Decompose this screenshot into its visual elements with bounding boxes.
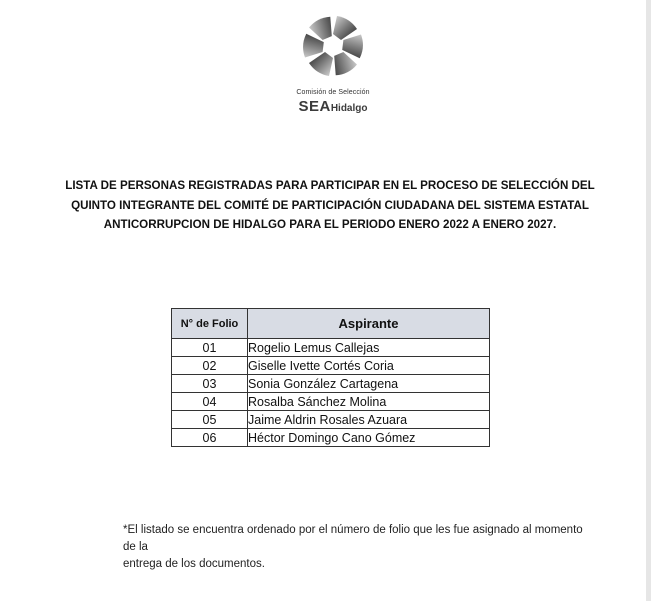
title-line-3: ANTICORRUPCION DE HIDALGO PARA EL PERIODO ENERO 2022 A ENERO 2027. — [103, 218, 557, 231]
registrants-table — [171, 308, 490, 447]
aspirante-cell: Sonia González Cartagena — [248, 375, 490, 393]
table-row — [172, 339, 490, 357]
table-row — [172, 411, 490, 429]
logo-subtitle: Comisión de Selección — [296, 89, 370, 96]
aspirante-cell: Rosalba Sánchez Molina — [248, 393, 490, 411]
table-row — [172, 393, 490, 411]
folio-cell: 04 — [172, 393, 248, 411]
table-row — [172, 375, 490, 393]
folio-cell: 02 — [172, 357, 248, 375]
document-title — [60, 176, 600, 235]
folio-cell: 05 — [172, 411, 248, 429]
aspirante-cell: Jaime Aldrin Rosales Azuara — [248, 411, 490, 429]
aperture-emblem-icon — [301, 14, 365, 78]
footnote — [123, 522, 593, 573]
table-row — [172, 357, 490, 375]
folio-cell: 06 — [172, 429, 248, 447]
table-row — [172, 429, 490, 447]
folio-cell: 01 — [172, 339, 248, 357]
header-aspirante: Aspirante — [248, 309, 490, 339]
sea-hidalgo-logo — [293, 14, 373, 120]
title-line-1: LISTA DE PERSONAS REGISTRADAS PARA PARTICIPAR EN EL PROCESO DE SELECCIÓN DEL — [65, 179, 595, 192]
footnote-line-2: entrega de los documentos. — [123, 558, 265, 570]
footnote-line-1: *El listado se encuentra ordenado por el número de folio que les fue asignado al momento de la — [123, 524, 583, 553]
aspirante-cell: Rogelio Lemus Callejas — [248, 339, 490, 357]
logo-sea: SEA — [298, 98, 331, 115]
folio-cell: 03 — [172, 375, 248, 393]
logo-wordmark — [293, 98, 373, 116]
header-folio: N° de Folio — [172, 309, 248, 339]
logo-hidalgo: Hidalgo — [330, 103, 368, 114]
table-header-row — [172, 309, 490, 339]
page-edge — [646, 0, 651, 601]
title-line-2: QUINTO INTEGRANTE DEL COMITÉ DE PARTICIPACIÓN CIUDADANA DEL SISTEMA ESTATAL — [71, 198, 589, 212]
aspirante-cell: Héctor Domingo Cano Gómez — [248, 429, 490, 447]
aspirante-cell: Giselle Ivette Cortés Coria — [248, 357, 490, 375]
